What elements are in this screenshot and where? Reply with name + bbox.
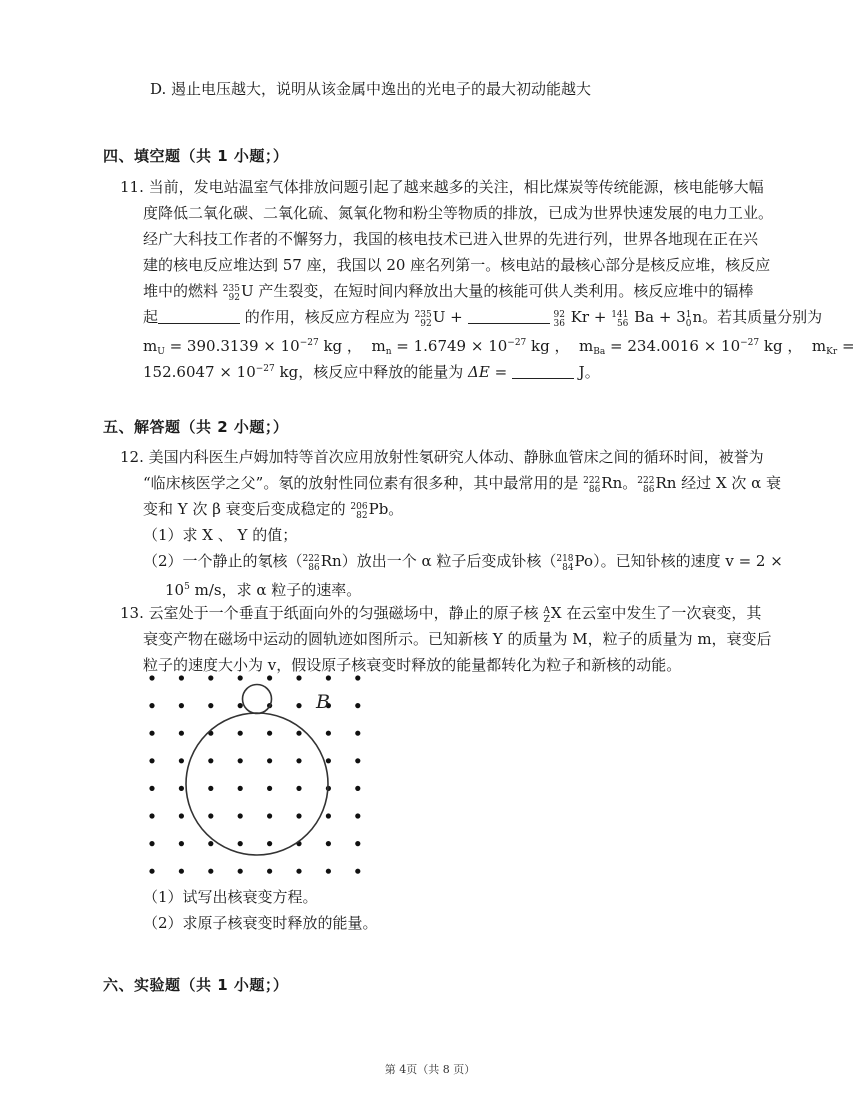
- field-label-b: B: [316, 691, 330, 713]
- q13-sub1: （1）试写出核衰变方程。: [143, 888, 318, 906]
- field-dot: [238, 869, 243, 874]
- q12-sub1: （1）求 X 、 Y 的值；: [143, 526, 298, 544]
- field-dot: [355, 758, 360, 763]
- answer-blank-2[interactable]: [468, 308, 550, 324]
- field-dot: [208, 869, 213, 874]
- field-dot: [179, 869, 184, 874]
- field-dot: [238, 731, 243, 736]
- isotope-u235: 235 92: [222, 284, 240, 303]
- field-dot: [149, 675, 154, 680]
- field-dot: [267, 869, 272, 874]
- q12-sub2: （2）一个静止的氡核（ 222 86 Rn）放出一个 α 粒子后变成钋核（ 218 84 Po）。已知钋核的速度 v = 2 ×: [143, 552, 783, 573]
- field-dot: [179, 758, 184, 763]
- q13-line1: 13. 云室处于一个垂直于纸面向外的匀强磁场中，静止的原子核 A Z X 在云室中发生了一次衰变，其: [120, 604, 762, 625]
- field-dot: [208, 813, 213, 818]
- field-dot: [326, 813, 331, 818]
- field-dot: [326, 869, 331, 874]
- q12-line2: “临床核医学之父”。氡的放射性同位素有很多种，其中最常用的是 222 86 Rn。 222 86 Rn 经过 X 次 α 衰: [143, 474, 782, 495]
- q12-sub2-cont: $10^5$ m/s，求 α 粒子的速率。: [165, 581, 362, 599]
- field-dot: [179, 786, 184, 791]
- field-dot: [296, 731, 301, 736]
- q11-line5: 堆中的燃料 235 92 U 产生裂变，在短时间内释放出大量的核能可供人类利用。核反应堆中的镉棒: [143, 282, 754, 303]
- field-dot: [296, 813, 301, 818]
- q11-line4: 建的核电反应堆达到 57 座，我国以 20 座名列第一。核电站的最核心部分是核反应堆，核反应: [143, 256, 771, 274]
- field-dot: [296, 758, 301, 763]
- field-dot: [179, 703, 184, 708]
- field-dot: [149, 703, 154, 708]
- answer-blank-3[interactable]: [512, 363, 574, 379]
- field-dot: [149, 813, 154, 818]
- magnetic-field-figure: [140, 668, 370, 878]
- field-dot: [326, 841, 331, 846]
- field-dot: [179, 813, 184, 818]
- section6-heading: 六、实验题（共 1 小题；）: [103, 976, 289, 994]
- section4-heading: 四、填空题（共 1 小题；）: [103, 147, 289, 165]
- option-d: D. 遏止电压越大，说明从该金属中逸出的光电子的最大初动能越大: [150, 80, 592, 98]
- field-dot: [208, 703, 213, 708]
- answer-blank-1[interactable]: [158, 308, 240, 324]
- page-footer: 第 4页（共 8 页）: [384, 1063, 476, 1076]
- field-dot: [296, 869, 301, 874]
- field-dot: [267, 786, 272, 791]
- q11-line6: 起 的作用，核反应方程应为 235 92 U + 92 36 Kr + 141 56 Ba + 3 1 0 n。若其质量分别为: [143, 308, 823, 329]
- field-dot: [238, 841, 243, 846]
- q11-line1: 11. 当前，发电站温室气体排放问题引起了越来越多的关注，相比煤炭等传统能源，核电能够大幅: [120, 178, 764, 196]
- field-dot: [238, 758, 243, 763]
- field-dot: [355, 731, 360, 736]
- field-dot: [267, 813, 272, 818]
- field-dot: [149, 758, 154, 763]
- field-dot: [355, 675, 360, 680]
- field-dot: [326, 758, 331, 763]
- q12-line3: 变和 Y 次 β 衰变后变成稳定的 206 82 Pb。: [143, 500, 404, 521]
- q11-line7: $m_U = 390.3139 \times 10^{-27}$ kg ， $m_n = 1.6749 \times 10^{-27}$ kg ， $m_{Ba} = 234.0016 \times 10^{-27}$ kg ， $m_{Kr}$ =: [143, 337, 855, 357]
- field-dot: [355, 813, 360, 818]
- field-dot: [267, 758, 272, 763]
- field-dot: [208, 786, 213, 791]
- q13-line2: 衰变产物在磁场中运动的圆轨迹如图所示。已知新核 Y 的质量为 M，粒子的质量为 m，衰变后: [143, 630, 772, 648]
- field-dot: [208, 758, 213, 763]
- field-dot: [179, 675, 184, 680]
- field-dot: [238, 813, 243, 818]
- field-dot: [179, 731, 184, 736]
- q12-line1: 12. 美国内科医生卢姆加特等首次应用放射性氡研究人体动、静脉血管床之间的循环时间，被誉为: [120, 448, 764, 466]
- field-dot: [149, 869, 154, 874]
- field-dot: [208, 841, 213, 846]
- field-dot: [238, 703, 243, 708]
- field-dot: [355, 841, 360, 846]
- field-dot: [267, 675, 272, 680]
- section5-heading: 五、解答题（共 2 小题；）: [103, 418, 289, 436]
- q13-sub2: （2）求原子核衰变时释放的能量。: [143, 914, 378, 932]
- field-dot: [326, 731, 331, 736]
- field-dot: [267, 841, 272, 846]
- q11-line2: 度降低二氧化碳、二氧化硫、氮氧化物和粉尘等物质的排放，已成为世界快速发展的电力工业。: [143, 204, 774, 222]
- field-dot: [208, 675, 213, 680]
- q11-line8: $152.6047 \times 10^{-27}$ kg，核反应中释放的能量为 ΔE = J。: [143, 363, 600, 381]
- field-dot: [238, 675, 243, 680]
- field-dot: [355, 703, 360, 708]
- q13-line3: 粒子的速度大小为 v，假设原子核衰变时释放的能量都转化为粒子和新核的动能。: [143, 656, 682, 674]
- field-dot: [149, 786, 154, 791]
- small-orbit: [243, 685, 272, 714]
- field-dot: [267, 731, 272, 736]
- field-dot: [355, 869, 360, 874]
- large-orbit: [186, 713, 328, 855]
- field-dot: [149, 841, 154, 846]
- field-dot: [296, 786, 301, 791]
- field-dot: [238, 786, 243, 791]
- field-dot: [355, 786, 360, 791]
- field-dot: [149, 731, 154, 736]
- field-dot: [296, 703, 301, 708]
- field-dot: [326, 675, 331, 680]
- field-dot: [296, 675, 301, 680]
- field-dot: [179, 841, 184, 846]
- q11-line3: 经广大科技工作者的不懈努力，我国的核电技术已进入世界的先进行列，世界各地现在正在兴: [143, 230, 759, 248]
